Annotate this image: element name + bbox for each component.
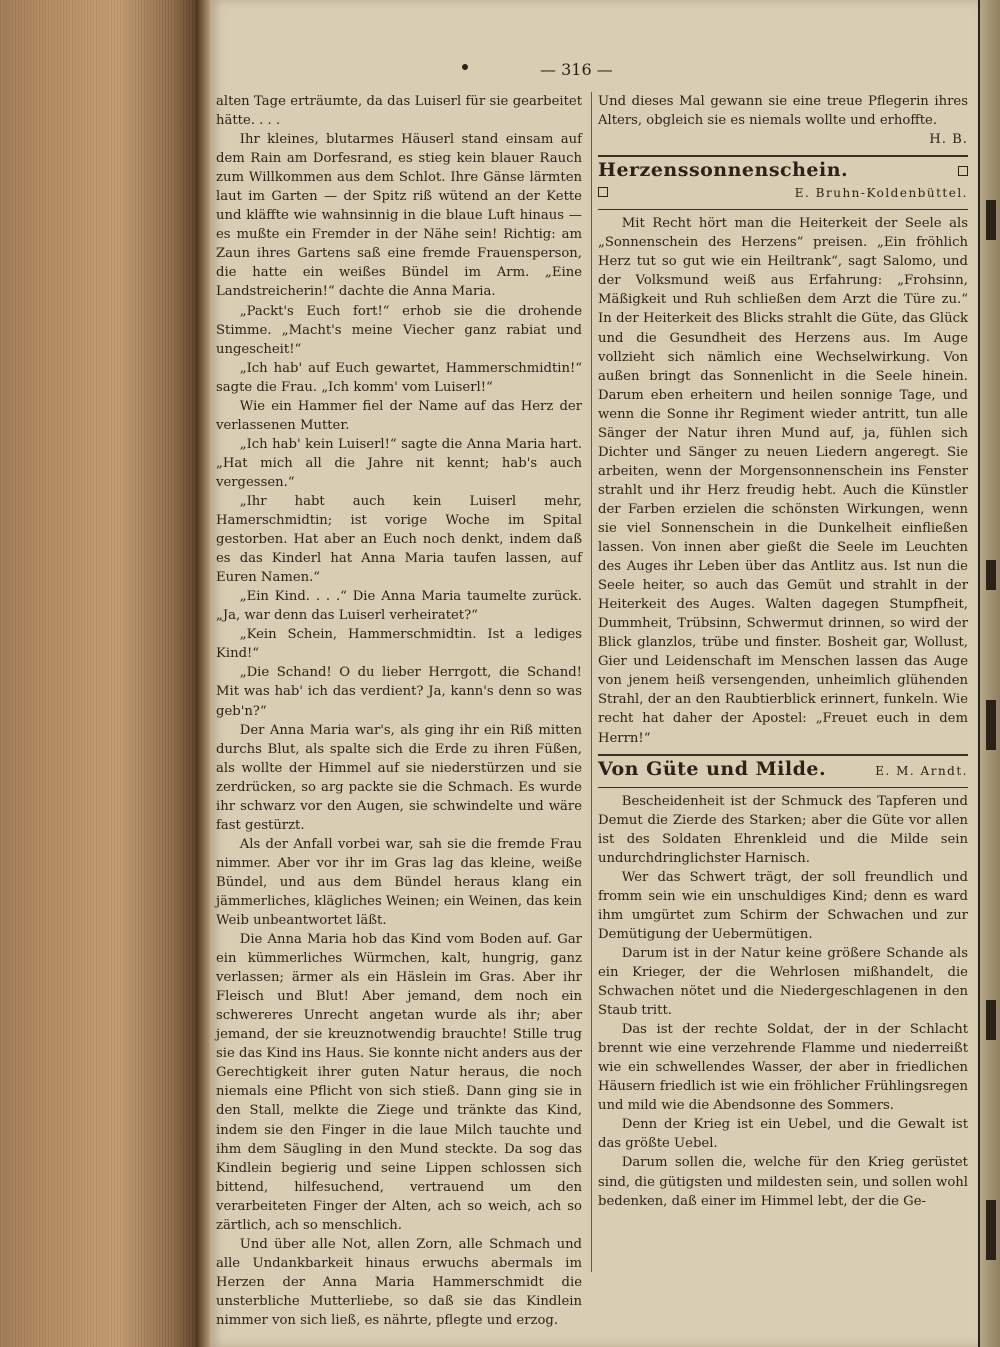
paragraph: alten Tage erträumte, da das Luiserl für sie gearbeitet hätte. . . . [216,94,582,129]
article-byline-row [598,184,968,203]
paragraph: Darum sollen die, welche für den Krieg gerüstet sind, die gütigsten und mildesten sein, und sollen wohl bedenken, daß einer im Himmel lebt, der die Ge- [598,1155,968,1209]
paragraph: Und dieses Mal gewann sie eine treue Pflegerin ihres Alters, obgleich sie es niemals wollte und erhoffte. [598,94,968,129]
book-page-edges [0,0,196,1347]
page-number: — 316 — [540,60,613,79]
paragraph: „Die Schand! O du lieber Herrgott, die Schand! Mit was hab' ich das verdient? Ja, kann's denn so was geb'n?“ [216,665,582,719]
paragraph: Wer das Schwert trägt, der soll freundlich und fromm sein wie ein unschuldiges Kind; denn es ward ihm umgürtet zum Schirm der Schwachen und zur Demütigung der Uebermütigen. [598,869,968,942]
article-title: Herzenssonnenschein. [598,159,849,182]
column-divider [591,92,592,1272]
paragraph: Denn der Krieg ist ein Uebel, und die Gewalt ist das größte Uebel. [598,1117,968,1152]
right-column [598,92,968,1211]
book-gutter [196,0,210,1347]
paragraph: „Ein Kind. . . .“ Die Anna Maria taumelte zurück. „Ja, war denn das Luiserl verheiratet?“ [216,589,582,624]
paragraph: „Packt's Euch fort!“ erhob sie die drohende Stimme. „Macht's meine Viecher ganz rabiat und ungescheit!“ [216,303,582,357]
paragraph: „Ihr habt auch kein Luiserl mehr, Hamerschmidtin; ist vorige Woche im Spital gestorben. Hat aber an Euch noch denkt, indem daß es das Kinderl hat Anna Maria taufen lassen, auf Euren Namen.“ [216,493,582,586]
decorative-dot [462,64,468,70]
section-rule [598,787,968,788]
paragraph: Wie ein Hammer fiel der Name auf das Herz der verlassenen Mutter. [216,398,582,433]
section-rule [598,155,968,157]
paragraph: Ihr kleines, blutarmes Häuserl stand einsam auf dem Rain am Dorfesrand, es stieg kein blauer Rauch zum Willkommen aus dem Schlot. Ihre Gänse lärmten laut im Garten — der Spitz riß wütend an der Kette und kläffte wie wahnsinnig in die blaue Luft hinaus — es mußte ein Fremder in der Nähe sein! Richtig: am Zaun ihres Gartens saß eine fremde Frauensperson, die hatte ein weißes Bündel im Arm. „Eine Landstreicherin!“ dachte die Anna Maria. [216,132,582,300]
section-rule [598,209,968,210]
article-byline: E. Bruhn-Koldenbüttel. [794,186,968,201]
square-ornament-icon [598,187,608,197]
signature-initials: H. B. [929,132,968,148]
square-ornament-icon [958,166,968,176]
paragraph: Das ist der rechte Soldat, der in der Schlacht brennt wie eine verzehrende Flamme und niederreißt wie ein schwellendes Wasser, der aber in friedlichen Häusern friedlich ist wie ein fröhlicher Frühlingsregen und mild wie die Abendsonne des Sommers. [598,1022,968,1114]
paragraph: Mit Recht hört man die Heiterkeit der Seele als „Sonnenschein des Herzens“ preisen. „Ein fröhlich Herz tut so gut wie ein Heiltrank“, sagt Salomo, und der Volksmund weiß aus Erfahrung: „Frohsinn, Mäßigkeit und Ruh schließen dem Arzt die Türe zu.“ In der Heiterkeit des Blicks strahlt die Güte, das Glück und die Gesundheit des Herzens aus. Im Auge vollzieht sich nämlich eine Wechselwirkung. Von außen bringt das Sonnenlicht in die Seele hinein. Darum eben erheitern und heilen sonnige Tage, und wenn die Sonne ihr Regiment wieder antritt, tun alle Sänger der Natur ihren Mund auf, ja, fühlen sich Dichter und Sänger zu neuen Liedern angeregt. Sie arbeiten, wenn der Morgensonnenschein ins Fenster strahlt und ihr Herz freudig hebt. Auch die Künstler der Farben erzielen die schönsten Wirkungen, wenn sie viel Sonnenschein in die Dunkelheit einfließen lassen. Von innen aber gießt die Seele im Leuchten des Auges ihr Leben über das Antlitz aus. Ist nun die Seele heiter, so auch das Gemüt und strahlt in der Heiterkeit des Auges. Walten dagegen Stumpfheit, Dummheit, Trübsinn, Schwermut drinnen, so wird der Blick glanzlos, trübe und finster. Bosheit gar, Wollust, Gier und Leidenschaft im Menschen lassen das Auge von jenem heiß versengenden, unheimlich glühenden Strahl, der an den Raubtierblick erinnert, funkeln. Wie recht hat daher der Apostel: „Freuet euch in dem Herrn!“ [598,216,968,746]
paragraph: „Ich hab' auf Euch gewartet, Hammerschmidtin!“ sagte die Frau. „Ich komm' vom Luiserl!“ [216,360,582,395]
article-title: Von Güte und Milde. [598,757,827,780]
paragraph: „Ich hab' kein Luiserl!“ sagte die Anna Maria hart. „Hat mich all die Jahre nit kennt; hab's auch vergessen.“ [216,436,582,490]
paragraph: Der Anna Maria war's, als ging ihr ein Riß mitten durchs Blut, als spalte sich die Erde zu ihren Füßen, als wollte der Himmel auf sie niederstürzen und sie zerdrücken, so arg packte sie die Schmach. Es wurde ihr schwarz vor den Augen, sie schwindelte und wäre fast gestürzt. [216,722,582,833]
article-byline: E. M. Arndt. [875,763,968,778]
section-rule [598,754,968,756]
paragraph: Bescheidenheit ist der Schmuck des Tapferen und Demut die Zierde des Starken; aber die Güte vor allen ist des Soldaten Ehrenkleid und die Milde sein undurchdringlichster Harnisch. [598,793,968,866]
paragraph: „Kein Schein, Hammerschmidtin. Ist a lediges Kind!“ [216,627,582,662]
paragraph: Als der Anfall vorbei war, sah sie die fremde Frau nimmer. Aber vor ihr im Gras lag das kleine, weiße Bündel, und aus dem Bündel heraus klang ein jämmerliches, klägliches Weinen; ein Weinen, das kein Weib unbeantwortet läßt. [216,836,583,929]
article-header [598,757,968,781]
paragraph: Und über alle Not, allen Zorn, alle Schmach und alle Undankbarkeit hinaus erwuchs abermals im Herzen der Anna Maria Hammerschmidt die unsterbliche Mutterliebe, so daß sie das Kindlein nimmer von sich ließ, es nährte, pflegte und erzog. [216,1236,582,1328]
paragraph: Die Anna Maria hob das Kind vom Boden auf. Gar ein kümmerliches Würmchen, kalt, hungrig, ganz verlassen; ärmer als ein Häslein im Gras. Aber ihr Fleisch und Blut! Aber jemand, dem noch ein schwereres Unrecht angetan wurde als ihr; aber jemand, der sie kreuznotwendig brauchte! Stille trug sie das Kind ins Haus. Sie konnte nicht anders aus der Gerechtigkeit ihrer guten Natur heraus, die noch niemals eine Pflicht von sich stieß. Dann ging sie in den Stall, melkte die Ziege und tränkte das Kind, indem sie den Finger in die laue Milch tauchte und ihm dem Säugling in den Mund steckte. Da sog das Kindlein begierig und seine Lippen schlossen sich bittend, hilfesuchend, vertrauend um den verarbeiteten Finger der Alten, ach so weich, ach so zärtlich, ach so menschlich. [216,932,582,1233]
adjacent-page-strip [978,0,1000,1347]
article-header [598,161,968,180]
paragraph: Darum ist in der Natur keine größere Schande als ein Krieger, der die Wehrlosen mißhandelt, die Schwachen nötet und die Niedergeschlagenen in den Staub tritt. [598,945,968,1019]
left-column [216,92,582,1330]
